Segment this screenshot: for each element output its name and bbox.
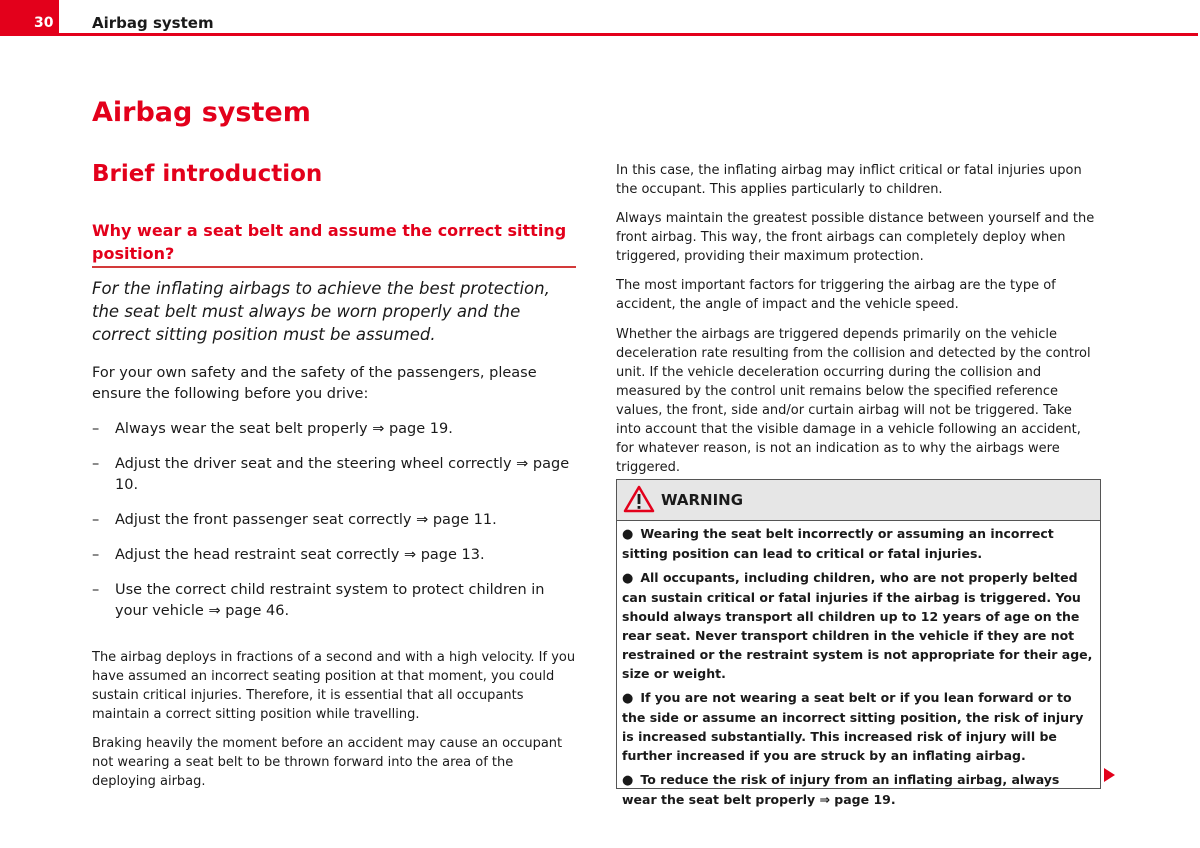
warning-item-text: To reduce the risk of injury from an inflating airbag, always wear the seat belt properly ⇒ page 19. [622,772,1060,807]
dash-marker: – [92,582,100,598]
warning-item [622,770,1096,809]
warning-item [622,524,1096,563]
warning-box [616,479,1101,807]
list-item [92,510,576,531]
list-item [92,454,576,496]
warning-item-text: All occupants, including children, who are not properly belted can sustain critical or fatal injuries if the airbag is triggered. You should always transport all children up to 12 years of age on the rear seat. Never transport children in the vehicle if they are not restrained or the restraint system is not appropriate for their age, size or weight. [622,570,1093,681]
warning-item [622,568,1096,683]
bullet-icon: ● [622,571,634,586]
dash-marker: – [92,456,100,472]
paragraph-airbag-deploys: The airbag deploys in fractions of a second and with a high velocity. If you have assumed an incorrect seating position at that moment, you could sustain critical injuries. Therefore, it is essential that all occupants maintain a correct sitting position while travelling. [92,650,576,722]
list-item [92,580,576,622]
warning-item [622,688,1096,765]
running-title: Airbag system [92,14,214,32]
chapter-title: Airbag system [92,97,311,128]
subsection-title: Why wear a seat belt and assume the correct sitting position? [92,219,576,268]
list-item-text: Adjust the head restraint seat correctly ⇒ page 13. [115,547,485,563]
list-item-text: Always wear the seat belt properly ⇒ page 19. [115,421,453,437]
paragraph-deceleration: Whether the airbags are triggered depends primarily on the vehicle deceleration rate resulting from the collision and detected by the control unit. If the vehicle deceleration occurring during the collision and measured by the control unit remains below the specified reference values, the front, side and/or curtain airbag will not be triggered. Take into account that the visible damage in a vehicle following an accident, for whatever reason, is not an indication as to why the airbags were triggered. [616,327,1091,475]
header-rule [0,33,1198,36]
list-item-text: Adjust the driver seat and the steering wheel correctly ⇒ page 10. [115,456,570,493]
warning-triangle-icon [623,485,655,513]
bullet-icon: ● [622,527,634,542]
warning-item-text: If you are not wearing a seat belt or if you lean forward or to the side or assume an incorrect sitting position, the risk of injury is increased substantially. This increased risk of injury will be further increased if you are struck by an inflating airbag. [622,690,1084,763]
dash-marker: – [92,421,100,437]
intro-text: For the inflating airbags to achieve the best protection, the seat belt must always be worn properly and the correct sitting position must be assumed. [92,279,550,344]
section-title: Brief introduction [92,161,323,187]
paragraph-maintain-distance: Always maintain the greatest possible distance between yourself and the front airbag. This way, the front airbags can completely deploy when triggered, providing their maximum protection. [616,211,1095,264]
paragraph-triggering-factors: The most important factors for triggering the airbag are the type of accident, the angle of impact and the vehicle speed. [616,278,1056,312]
dash-marker: – [92,547,100,563]
bullet-icon: ● [622,691,634,706]
list-item-text: Adjust the front passenger seat correctly ⇒ page 11. [115,512,497,528]
list-item [92,545,576,566]
checklist [92,419,576,636]
warning-header [617,480,1100,521]
page-number: 30 [34,15,54,31]
lead-in-text: For your own safety and the safety of the passengers, please ensure the following before you drive: [92,365,537,402]
warning-item-text: Wearing the seat belt incorrectly or assuming an incorrect sitting position can lead to critical or fatal injuries. [622,526,1054,561]
paragraph-braking-heavily: Braking heavily the moment before an accident may cause an occupant not wearing a seat belt to be thrown forward into the area of the deploying airbag. [92,736,563,789]
continue-arrow-icon [1104,768,1115,782]
list-item [92,419,576,440]
warning-list [617,521,1100,809]
bullet-icon: ● [622,773,634,788]
paragraph-inflating-airbag: In this case, the inflating airbag may inflict critical or fatal injuries upon the occupant. This applies particularly to children. [616,163,1082,197]
list-item-text: Use the correct child restraint system to protect children in your vehicle ⇒ page 46. [115,582,545,619]
warning-label: WARNING [661,491,744,509]
dash-marker: – [92,512,100,528]
